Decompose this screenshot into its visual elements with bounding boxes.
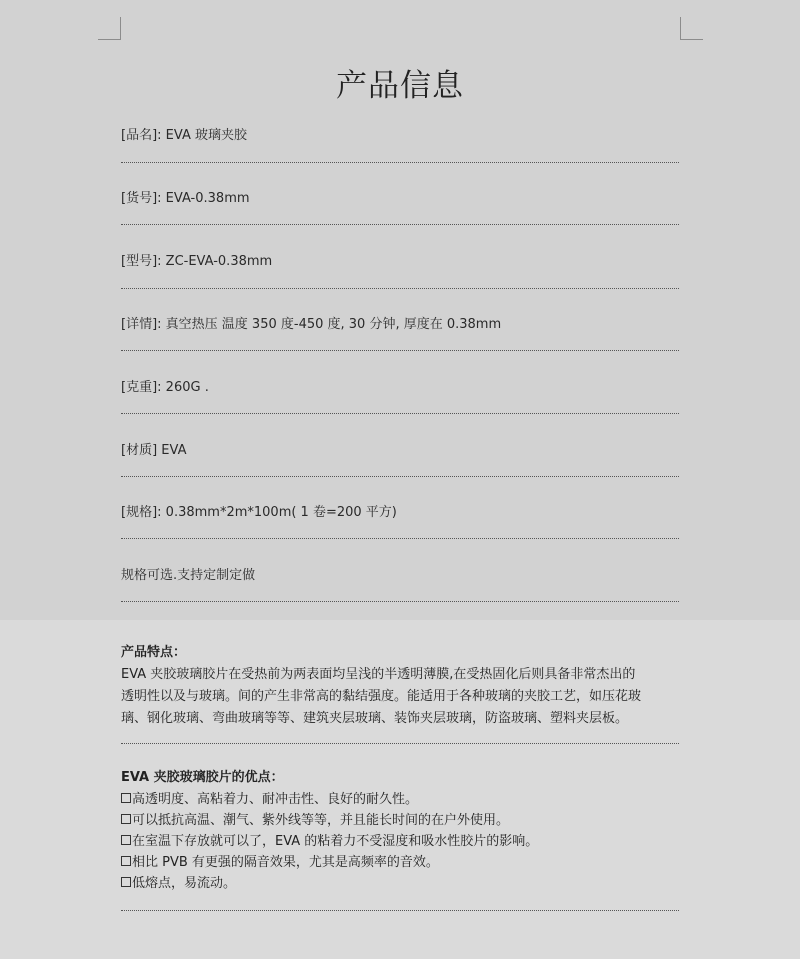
crop-mark-top-left bbox=[98, 17, 121, 40]
features-section bbox=[121, 642, 679, 730]
advantage-item: 低熔点，易流动。 bbox=[121, 873, 679, 894]
square-bullet-icon bbox=[121, 856, 131, 866]
dotted-separator bbox=[121, 910, 679, 911]
square-bullet-icon bbox=[121, 835, 131, 845]
field-product-name bbox=[121, 124, 679, 143]
dotted-separator bbox=[121, 413, 679, 414]
features-line: 透明性以及与玻璃。间的产生非常高的黏结强度。能适用于各种玻璃的夹胶工艺，如压花玻 bbox=[121, 689, 642, 704]
field-label: [货号] bbox=[121, 191, 158, 206]
field-material bbox=[121, 439, 679, 458]
field-specification bbox=[121, 501, 679, 520]
advantages-heading: EVA 夹胶玻璃胶片的优点： bbox=[121, 770, 284, 785]
field-value: EVA bbox=[157, 443, 187, 458]
features-line: 璃、钢化玻璃、弯曲玻璃等等、建筑夹层玻璃、装饰夹层玻璃，防盗玻璃、塑料夹层板。 bbox=[121, 711, 629, 726]
field-label: [型号] bbox=[121, 254, 158, 269]
field-label: [详情] bbox=[121, 317, 158, 332]
dotted-separator bbox=[121, 162, 679, 163]
advantages-section bbox=[121, 767, 679, 894]
dotted-separator bbox=[121, 601, 679, 602]
field-customization-note bbox=[121, 564, 679, 583]
dotted-separator bbox=[121, 350, 679, 351]
field-label: [克重] bbox=[121, 380, 158, 395]
field-value: : 260G . bbox=[157, 380, 209, 395]
field-weight bbox=[121, 376, 679, 395]
square-bullet-icon bbox=[121, 793, 131, 803]
field-value: : ZC-EVA-0.38mm bbox=[157, 254, 273, 269]
dotted-separator bbox=[121, 224, 679, 225]
field-value: : 0.38mm*2m*100m( 1 卷=200 平方) bbox=[157, 505, 397, 520]
crop-mark-top-right bbox=[680, 17, 703, 40]
square-bullet-icon bbox=[121, 814, 131, 824]
advantage-item: 可以抵抗高温、潮气、紫外线等等，并且能长时间的在户外使用。 bbox=[121, 810, 679, 831]
dotted-separator bbox=[121, 743, 679, 744]
field-label: [品名] bbox=[121, 128, 158, 143]
field-value: : EVA-0.38mm bbox=[157, 191, 250, 206]
field-item-number bbox=[121, 187, 679, 206]
field-value: : 真空热压 温度 350 度-450 度, 30 分钟, 厚度在 0.38mm bbox=[157, 317, 502, 332]
features-line: EVA 夹胶玻璃胶片在受热前为两表面均呈浅的半透明薄膜,在受热固化后则具备非常杰出的 bbox=[121, 667, 636, 682]
field-details bbox=[121, 313, 679, 332]
dotted-separator bbox=[121, 538, 679, 539]
field-label: [材质] bbox=[121, 443, 158, 458]
field-value: : EVA 玻璃夹胶 bbox=[157, 128, 247, 143]
dotted-separator bbox=[121, 476, 679, 477]
field-label: [规格] bbox=[121, 505, 158, 520]
advantage-item: 相比 PVB 有更强的隔音效果，尤其是高频率的音效。 bbox=[121, 852, 679, 873]
dotted-separator bbox=[121, 288, 679, 289]
features-heading: 产品特点： bbox=[121, 645, 187, 660]
field-model bbox=[121, 250, 679, 269]
advantage-item: 高透明度、高粘着力、耐冲击性、良好的耐久性。 bbox=[121, 789, 679, 810]
field-value: 规格可选.支持定制定做 bbox=[121, 568, 256, 583]
advantage-item: 在室温下存放就可以了，EVA 的粘着力不受湿度和吸水性胶片的影响。 bbox=[121, 831, 679, 852]
square-bullet-icon bbox=[121, 877, 131, 887]
page-title: 产品信息 bbox=[336, 68, 464, 104]
